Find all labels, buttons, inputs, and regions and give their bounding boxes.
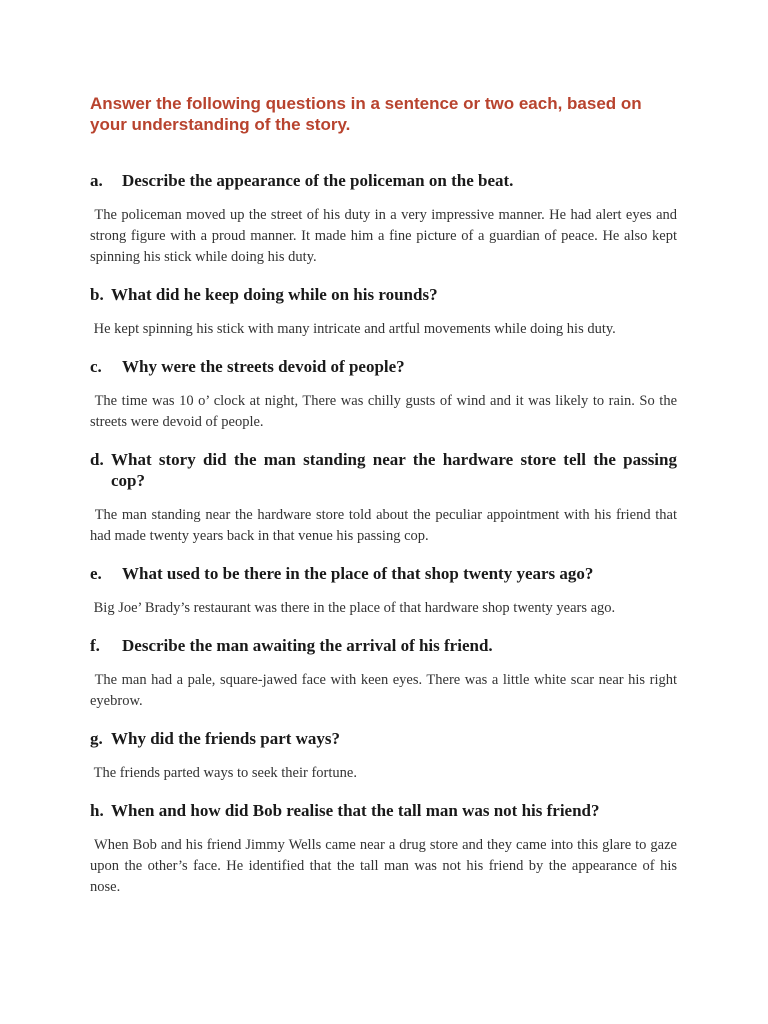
answer-c: The time was 10 o’ clock at night, There was chilly gusts of wind and it was likely to rain. So the streets were devoid of people. <box>90 393 681 430</box>
answer-g: The friends parted ways to seek their fortune. <box>90 765 357 781</box>
question-letter: b. <box>90 285 104 304</box>
question-letter: c. <box>90 357 102 376</box>
question-f <box>90 635 677 656</box>
question-letter: g. <box>90 729 103 748</box>
qa-item-c <box>90 356 681 433</box>
answer-b: He kept spinning his stick with many intricate and artful movements while doing his duty. <box>90 321 616 337</box>
qa-item-d <box>90 449 681 547</box>
question-text: Describe the appearance of the policeman on the beat. <box>122 171 514 190</box>
question-b <box>90 284 677 305</box>
answer-d: The man standing near the hardware store told about the peculiar appointment with his friend that had made twenty years back in that venue his passing cop. <box>90 507 681 544</box>
answer-e: Big Joe’ Brady’s restaurant was there in the place of that hardware shop twenty years ago. <box>90 600 616 616</box>
question-text: When and how did Bob realise that the tall man was not his friend? <box>111 801 600 820</box>
qa-item-a <box>90 170 681 268</box>
question-letter: h. <box>90 801 104 820</box>
question-c <box>90 356 677 377</box>
question-text: Why did the friends part ways? <box>111 729 341 748</box>
question-letter: f. <box>90 636 100 655</box>
question-letter: d. <box>90 450 104 469</box>
qa-item-g <box>90 728 677 784</box>
document-page <box>90 93 681 914</box>
question-text: Why were the streets devoid of people? <box>122 357 405 376</box>
answer-f: The man had a pale, square-jawed face with keen eyes. There was a little white scar near his right eyebrow. <box>90 672 681 709</box>
question-text: Describe the man awaiting the arrival of his friend. <box>122 636 493 655</box>
qa-item-f <box>90 635 681 712</box>
question-d <box>90 449 677 491</box>
question-letter: a. <box>90 171 103 190</box>
question-text: What used to be there in the place of that shop twenty years ago? <box>122 564 594 583</box>
qa-item-h <box>90 800 681 898</box>
qa-item-e <box>90 563 677 619</box>
question-a <box>90 170 677 191</box>
question-text: What did he keep doing while on his rounds? <box>111 285 438 304</box>
question-text: What story did the man standing near the hardware store tell the passing cop? <box>111 450 677 490</box>
question-letter: e. <box>90 564 102 583</box>
answer-a: The policeman moved up the street of his duty in a very impressive manner. He had alert eyes and strong figure with a proud manner. It made him a fine picture of a guardian of peace. He also kept spinning his stick while doing his duty. <box>90 207 681 265</box>
instruction-heading: Answer the following questions in a sentence or two each, based on your understanding of the story. <box>90 94 642 134</box>
question-h <box>90 800 677 821</box>
question-e <box>90 563 677 584</box>
answer-h: When Bob and his friend Jimmy Wells came near a drug store and they came into this glare to gaze upon the other’s face. He identified that the tall man was not his friend by the appearance of his nose. <box>90 837 681 895</box>
qa-item-b <box>90 284 677 340</box>
question-g <box>90 728 677 749</box>
